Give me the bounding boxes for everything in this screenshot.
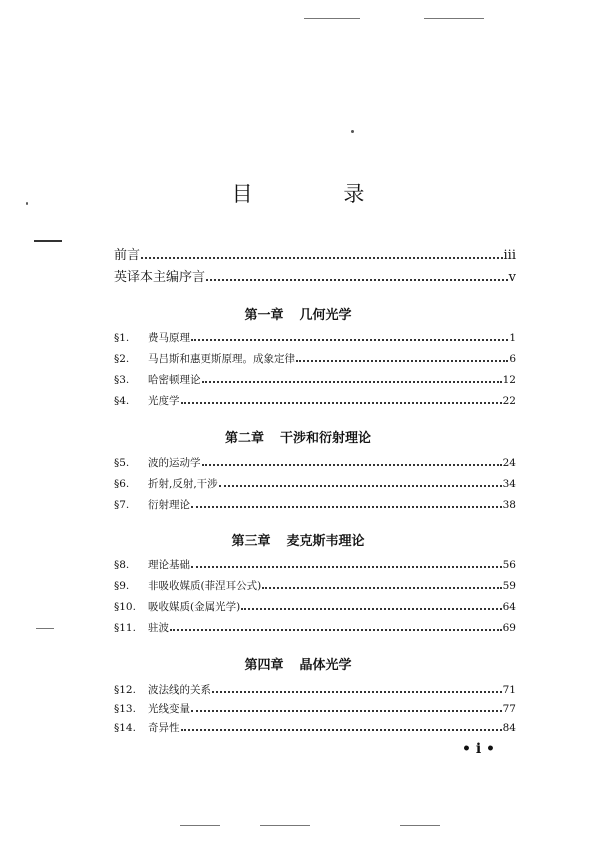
leader-dots — [191, 506, 502, 508]
toc-entry — [114, 497, 516, 512]
section-number: §4. — [114, 395, 130, 407]
leader-dots — [181, 729, 502, 731]
section-title: 哈密顿理论 — [148, 374, 201, 386]
entry-title — [114, 372, 201, 387]
scan-mark — [351, 130, 354, 133]
entry-page: 1 — [509, 332, 516, 344]
section-title: 理论基础 — [148, 559, 190, 571]
entry-page: 24 — [502, 457, 516, 469]
entry-page: 59 — [502, 580, 516, 592]
scan-mark — [180, 825, 220, 826]
entry-page: 38 — [502, 499, 516, 511]
chapter-number: 第三章 — [231, 534, 271, 549]
entry-title — [114, 557, 190, 572]
page-folio: • i • — [462, 741, 495, 757]
toc-entry — [114, 720, 516, 735]
section-title: 折射,反射,干涉 — [148, 478, 218, 490]
leader-dots — [206, 279, 508, 281]
section-title: 衍射理论 — [148, 499, 190, 511]
entry-page: 77 — [502, 703, 516, 715]
section-title: 波的运动学 — [148, 457, 201, 469]
section-number: §2. — [114, 353, 130, 365]
section-number: §6. — [114, 478, 130, 490]
leader-dots — [212, 691, 502, 693]
chapter-heading — [0, 304, 596, 323]
entry-title — [114, 701, 190, 716]
section-number: §7. — [114, 499, 130, 511]
toc-entry — [114, 330, 516, 345]
leader-dots — [181, 402, 502, 404]
section-title: 非吸收媒质(菲涅耳公式) — [148, 580, 262, 592]
toc-entry — [114, 476, 516, 491]
section-number: §1. — [114, 332, 130, 344]
section-number: §9. — [114, 580, 130, 592]
toc-entry — [114, 393, 516, 408]
chapter-number: 第二章 — [224, 431, 264, 446]
section-number: §8. — [114, 559, 130, 571]
section-number: §10. — [114, 601, 136, 613]
entry-page: 12 — [502, 374, 516, 386]
chapter-number: 第四章 — [244, 658, 284, 673]
leader-dots — [262, 587, 501, 589]
section-title: 奇异性 — [148, 722, 180, 734]
scan-mark — [304, 18, 360, 19]
chapter-number: 第一章 — [244, 308, 284, 323]
entry-title — [114, 393, 180, 408]
entry-page: 22 — [502, 395, 516, 407]
scan-mark — [400, 825, 440, 826]
leader-dots — [241, 608, 501, 610]
entry-page: 69 — [502, 622, 516, 634]
chapter-name: 麦克斯韦理论 — [286, 534, 365, 549]
leader-dots — [191, 339, 508, 341]
section-title: 光度学 — [148, 395, 180, 407]
scan-mark — [34, 240, 62, 242]
toc-title: 目 录 — [231, 182, 407, 206]
toc-entry — [114, 620, 516, 635]
entry-title — [114, 455, 201, 470]
toc-entry — [114, 599, 516, 614]
entry-title: 英译本主编序言 — [114, 270, 206, 285]
chapter-name: 干涉和衍射理论 — [280, 431, 372, 446]
entry-page: 64 — [502, 601, 516, 613]
scan-mark — [36, 628, 54, 629]
scan-mark — [424, 18, 484, 19]
entry-title — [114, 599, 240, 614]
section-number: §11. — [114, 622, 136, 634]
toc-entry — [114, 557, 516, 572]
leader-dots — [170, 629, 502, 631]
toc-entry — [114, 682, 516, 697]
entry-page: 6 — [509, 353, 516, 365]
entry-page: 56 — [502, 559, 516, 571]
section-number: §14. — [114, 722, 136, 734]
toc-entry — [114, 351, 516, 366]
leader-dots — [219, 485, 502, 487]
section-title: 光线变量 — [148, 703, 190, 715]
entry-page: v — [508, 270, 516, 285]
entry-title — [114, 682, 211, 697]
entry-title: 前言 — [114, 248, 141, 263]
toc-entry-editor-preface — [114, 266, 516, 285]
section-number: §3. — [114, 374, 130, 386]
leader-dots — [191, 566, 502, 568]
toc-entry — [114, 372, 516, 387]
entry-page: 84 — [502, 722, 516, 734]
toc-entry — [114, 455, 516, 470]
section-number: §13. — [114, 703, 136, 715]
section-title: 马吕斯和惠更斯原理。成象定律 — [148, 353, 295, 365]
entry-title — [114, 330, 190, 345]
entry-title — [114, 720, 180, 735]
section-title: 费马原理 — [148, 332, 190, 344]
chapter-name: 晶体光学 — [299, 658, 352, 673]
toc-entry — [114, 578, 516, 593]
entry-page: 71 — [502, 684, 516, 696]
entry-page: iii — [503, 248, 516, 263]
entry-title — [114, 497, 190, 512]
leader-dots — [202, 464, 502, 466]
leader-dots — [296, 360, 508, 362]
leader-dots — [141, 257, 503, 259]
entry-title — [114, 620, 169, 635]
entry-title — [114, 578, 261, 593]
chapter-heading — [0, 530, 596, 549]
section-title: 吸收媒质(金属光学) — [148, 601, 241, 613]
section-number: §5. — [114, 457, 130, 469]
chapter-heading — [0, 427, 596, 446]
leader-dots — [191, 710, 502, 712]
section-title: 波法线的关系 — [148, 684, 211, 696]
entry-page: 34 — [502, 478, 516, 490]
section-title: 驻波 — [148, 622, 169, 634]
leader-dots — [202, 381, 502, 383]
chapter-heading — [0, 654, 596, 673]
toc-entry — [114, 701, 516, 716]
entry-title — [114, 351, 295, 366]
scan-mark — [260, 825, 310, 826]
section-number: §12. — [114, 684, 136, 696]
toc-entry-preface — [114, 244, 516, 263]
entry-title — [114, 476, 218, 491]
chapter-name: 几何光学 — [299, 308, 352, 323]
